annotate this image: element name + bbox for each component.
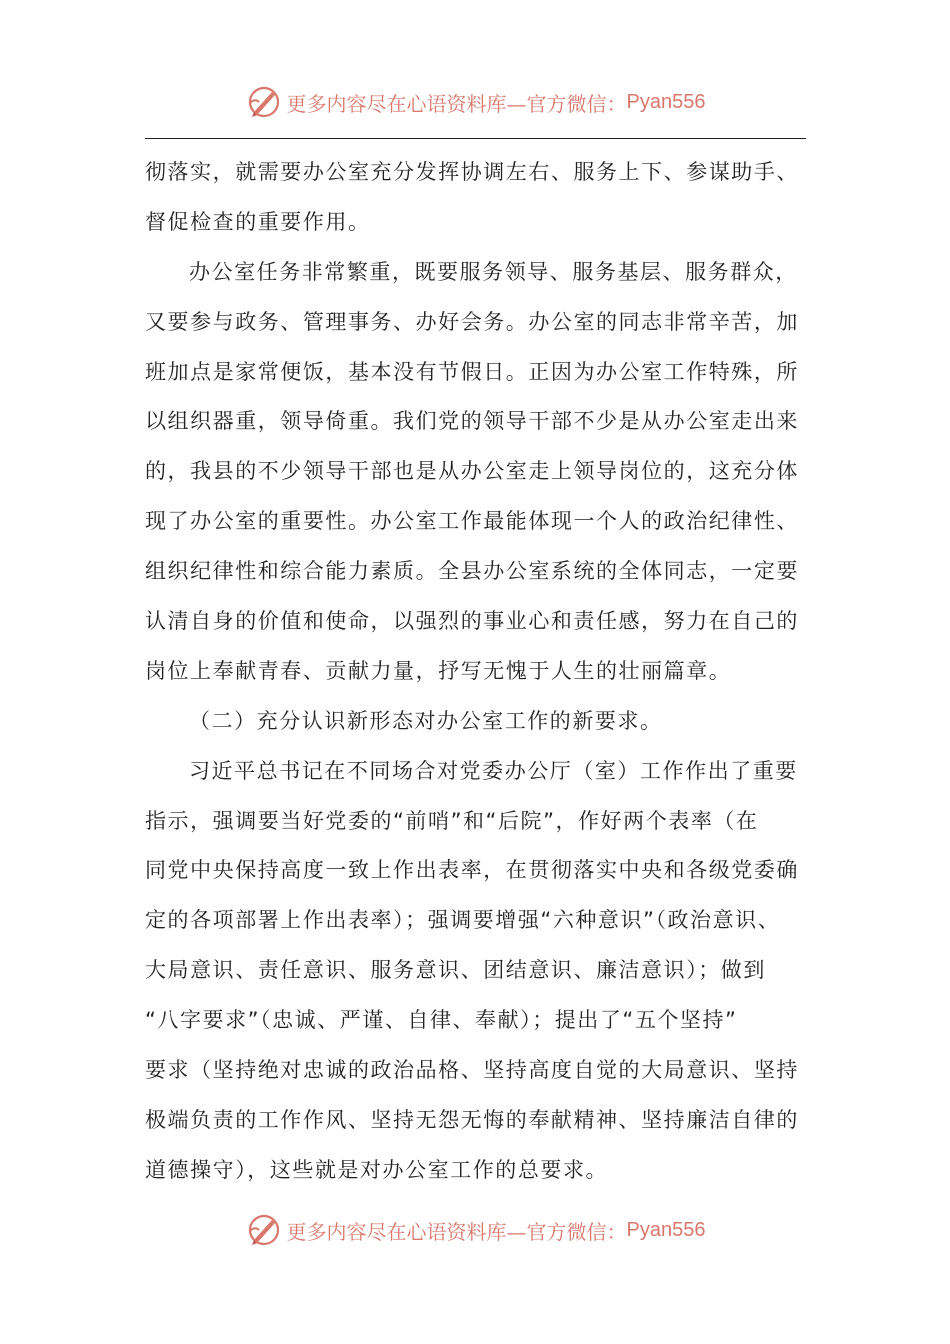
text-line: 现了办公室的重要性。办公室工作最能体现一个人的政治纪律性、 xyxy=(145,509,799,534)
text-line: 大局意识、责任意识、服务意识、团结意识、廉洁意识）；做到 xyxy=(145,958,766,983)
text-line: “八字要求”（忠诚、严谨、自律、奉献）；提出了“五个坚持” xyxy=(145,1008,738,1033)
pen-logo-icon xyxy=(245,83,283,121)
text-line: 认清自身的价值和使命，以强烈的事业心和责任感，努力在自己的 xyxy=(145,609,799,634)
text-line: 办公室任务非常繁重，既要服务领导、服务基层、服务群众， xyxy=(189,259,798,284)
header-banner xyxy=(0,82,950,122)
text-line: 岗位上奉献青春、贡献力量，抒写无愧于人生的壮丽篇章。 xyxy=(145,658,732,683)
pen-logo-icon xyxy=(245,1211,283,1249)
text-line: 的，我县的不少领导干部也是从办公室走上领导岗位的，这充分体 xyxy=(145,459,799,484)
text-line: 要求（坚持绝对忠诚的政治品格、坚持高度自觉的大局意识、坚持 xyxy=(145,1058,799,1083)
text-line: 班加点是家常便饭，基本没有节假日。正因为办公室工作特殊，所 xyxy=(145,359,799,384)
document-body xyxy=(145,152,810,1200)
text-line: 督促检查的重要作用。 xyxy=(145,209,371,234)
text-line: 定的各项部署上作出表率）；强调要增强“六种意识”（政治意识、 xyxy=(145,908,781,933)
header-banner-wechat-id: Pyan556 xyxy=(626,90,706,113)
text-line: 习近平总书记在不同场合对党委办公厅（室）工作作出了重要 xyxy=(189,758,798,783)
text-line: 组织纪律性和综合能力素质。全县办公室系统的全体同志，一定要 xyxy=(145,559,799,584)
text-line: 指示，强调要当好党委的“前哨”和“后院”，作好两个表率（在 xyxy=(145,808,759,833)
text-line: 以组织器重，领导倚重。我们党的领导干部不少是从办公室走出来 xyxy=(145,409,799,434)
header-divider xyxy=(145,138,806,139)
text-line: 极端负责的工作作风、坚持无怨无悔的奉献精神、坚持廉洁自律的 xyxy=(145,1107,799,1132)
text-line: 又要参与政务、管理事务、办好会务。办公室的同志非常辛苦，加 xyxy=(145,309,799,334)
header-banner-text: 更多内容尽在心语资料库—官方微信： xyxy=(286,91,627,116)
text-line: 同党中央保持高度一致上作出表率，在贯彻落实中央和各级党委确 xyxy=(145,858,799,883)
footer-banner-text: 更多内容尽在心语资料库—官方微信： xyxy=(286,1219,627,1244)
text-line: 道德操守），这些就是对办公室工作的总要求。 xyxy=(145,1157,609,1182)
footer-banner-wechat-id: Pyan556 xyxy=(626,1218,706,1241)
footer-banner xyxy=(0,1210,950,1250)
text-line: （二）充分认识新形态对办公室工作的新要求。 xyxy=(189,708,663,733)
text-line: 彻落实，就需要办公室充分发挥协调左右、服务上下、参谋助手、 xyxy=(145,160,799,184)
